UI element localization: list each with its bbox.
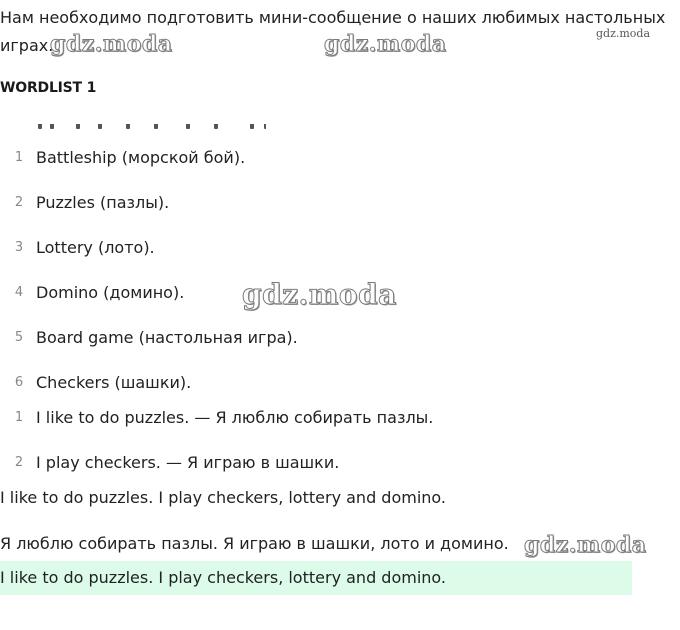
clipped-text-fragment <box>36 124 266 132</box>
answer-russian: Я люблю собирать пазлы. Я играю в шашки, лото и домино. <box>0 534 509 553</box>
intro-text: Нам необходимо подготовить мини-сообщение о наших любимых настольных играх. <box>0 8 666 55</box>
item-text: Puzzles (пазлы). <box>36 193 170 212</box>
section-heading: WORDLIST 1 <box>0 80 97 96</box>
watermark-logo: gdz.moda <box>524 532 647 558</box>
item-text: Lottery (лото). <box>36 238 155 257</box>
item-number: 6 <box>14 375 24 390</box>
watermark-logo: gdz.moda <box>50 31 173 57</box>
watermark-logo-small: gdz.moda <box>596 27 651 40</box>
watermark-logo: gdz.moda <box>324 31 447 57</box>
item-number: 5 <box>14 330 24 345</box>
item-text: Domino (домино). <box>36 283 185 302</box>
item-text: I like to do puzzles. — Я люблю собирать пазлы. <box>36 408 434 427</box>
item-text: Battleship (морской бой). <box>36 148 246 167</box>
item-number: 1 <box>14 410 24 425</box>
item-text: Board game (настольная игра). <box>36 328 298 347</box>
answer-english: I like to do puzzles. I play checkers, lottery and domino. <box>0 488 447 507</box>
item-text: Checkers (шашки). <box>36 373 192 392</box>
item-number: 2 <box>14 455 24 470</box>
watermark-logo: gdz.moda <box>242 278 397 311</box>
item-number: 4 <box>14 285 24 300</box>
item-number: 2 <box>14 195 24 210</box>
item-number: 1 <box>14 150 24 165</box>
item-text: I play checkers. — Я играю в шашки. <box>36 453 340 472</box>
answer-highlighted: I like to do puzzles. I play checkers, lottery and domino. <box>0 568 447 587</box>
item-number: 3 <box>14 240 24 255</box>
